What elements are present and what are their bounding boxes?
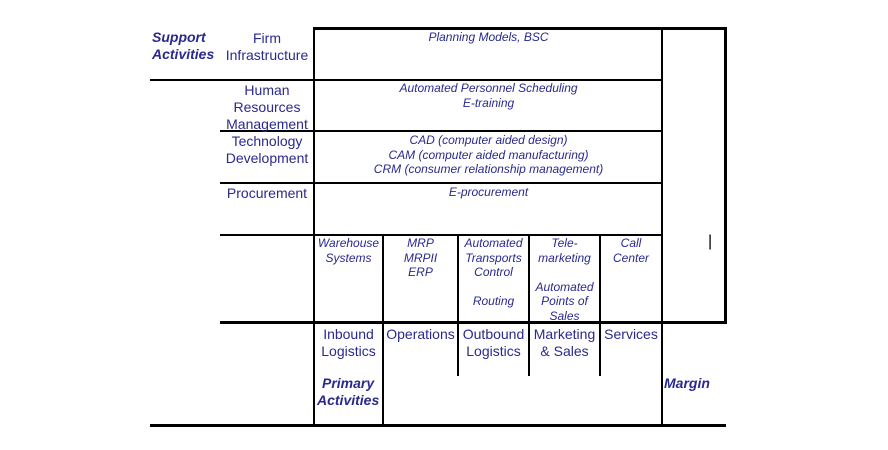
margin-label: Margin (664, 375, 710, 391)
support-label-technology-development: Technology Development (225, 133, 309, 166)
support-heading: Support Activities (152, 29, 215, 62)
primary-top-border (220, 321, 727, 324)
support-tech-firm-infrastructure: Planning Models, BSC (428, 30, 549, 44)
primary-label-services: Services (604, 326, 658, 342)
primary-heading: Primary Activities (317, 375, 380, 408)
support-tech-technology-development: CAD (computer aided design) CAM (computer aided manufacturing) CRM (consumer relationship management) (373, 133, 604, 176)
primary-tech-marketing-sales: Tele- marketing Automated Points of Sales (535, 236, 594, 323)
primary-label-inbound-logistics: Inbound Logistics (321, 326, 376, 359)
primary-tech-operations: MRP MRPII ERP (403, 236, 438, 279)
primary-label-outbound-logistics: Outbound Logistics (462, 326, 525, 359)
support-tech-hr-management: Automated Personnel Scheduling E-training (399, 81, 578, 110)
support-separator-3 (220, 182, 663, 184)
primary-tech-services: Call Center (612, 236, 650, 265)
primary-tech-inbound-logistics: Warehouse Systems (317, 236, 380, 265)
margin-marker: | (708, 233, 713, 250)
support-label-hr-management: Human Resources Management (226, 82, 308, 132)
primary-label-operations: Operations (386, 326, 455, 342)
support-label-procurement: Procurement (226, 185, 308, 201)
tech-right-border (661, 27, 663, 427)
tech-left-border (313, 27, 315, 427)
bottom-border (150, 424, 726, 427)
primary-tech-outbound-logistics: Automated Transports Control Routing (464, 236, 523, 308)
support-tech-procurement: E-procurement (448, 185, 529, 199)
support-label-firm-infrastructure: Firm Infrastructure (225, 30, 309, 63)
primary-label-marketing-sales: Marketing & Sales (533, 326, 596, 359)
margin-right-border (724, 27, 727, 324)
